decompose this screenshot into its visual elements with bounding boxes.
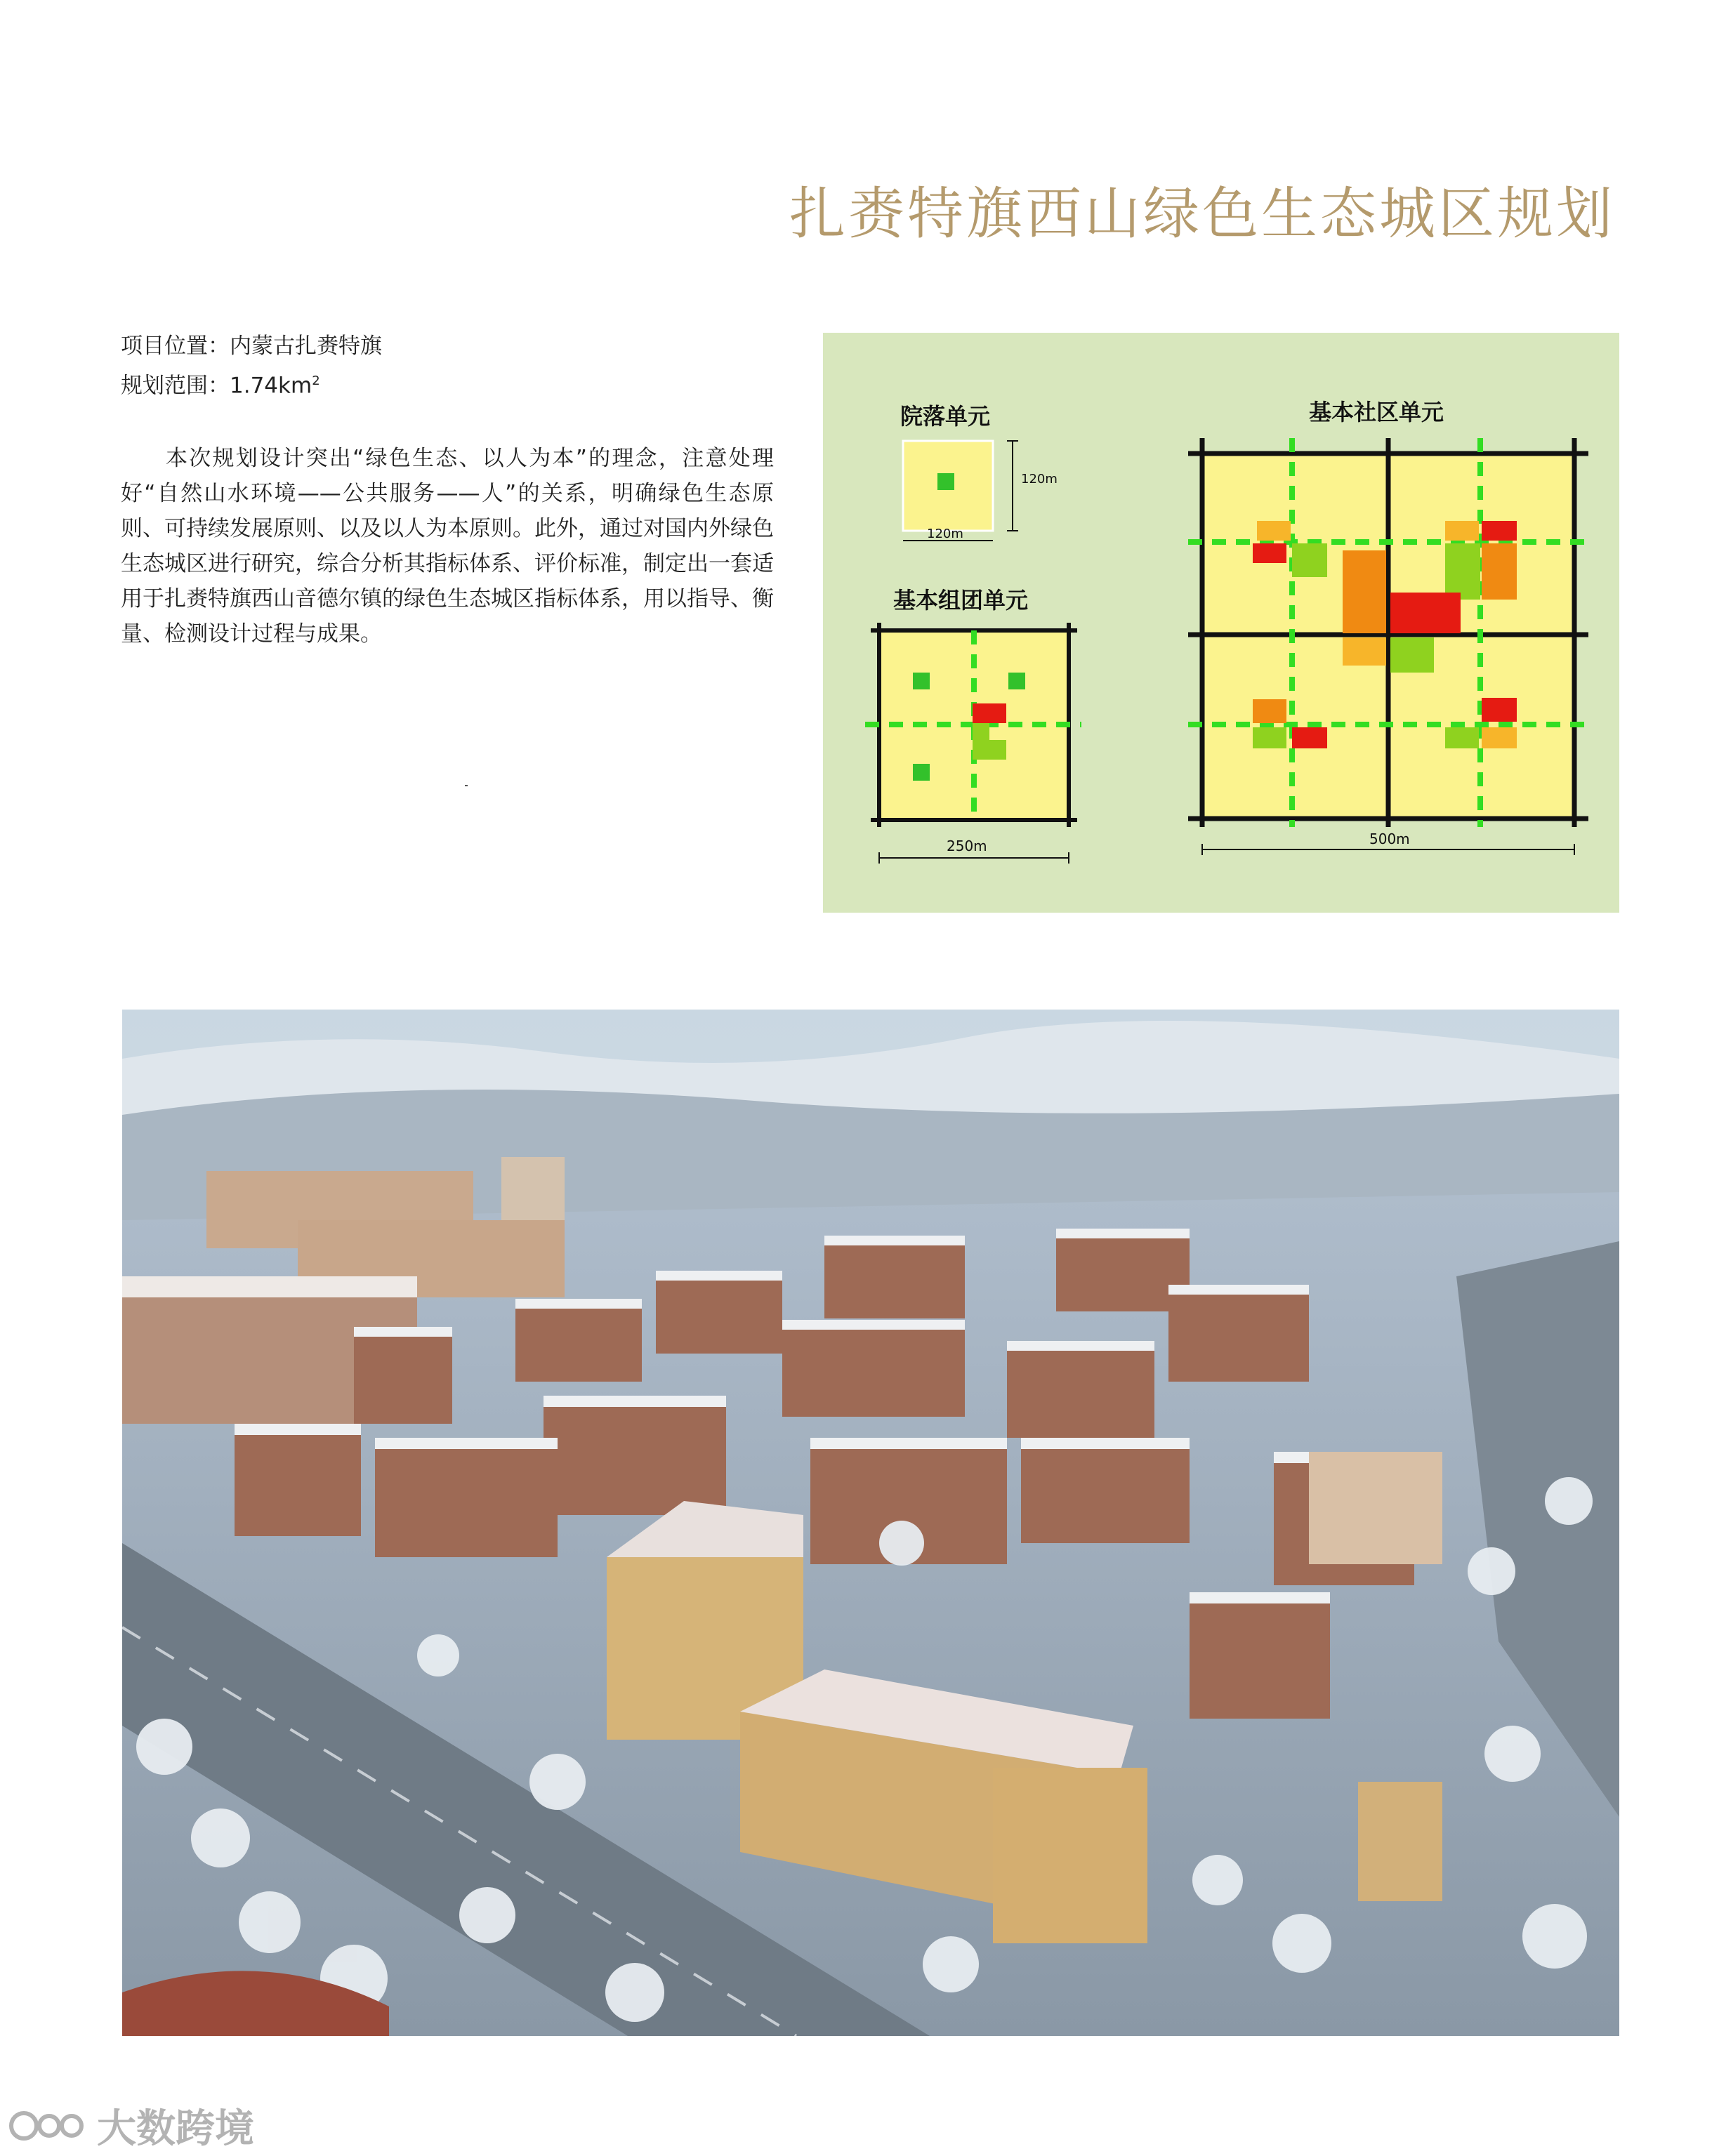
community-unit-label: 基本社区单元 [1309, 399, 1444, 425]
courtyard-width-label: 120m [927, 527, 963, 541]
planning-unit-diagram [823, 333, 1619, 913]
watermark-logo-icon [8, 2105, 86, 2147]
project-description: 本次规划设计突出“绿色生态、以人为本”的理念，注意处理好“自然山水环境——公共服务——人”的关系，明确绿色生态原则、可持续发展原则、以及以人为本原则。此外，通过对国内外绿色生态城区进行研究，综合分析其指标体系、评价标准，制定出一套适用于扎赉特旗西山音德尔镇的绿色生态城区指标体系，用以指导、衡量、检测设计过程与成果。 [121, 446, 774, 647]
aerial-rendering-image [122, 1010, 1619, 2036]
stray-dot [465, 785, 468, 786]
planning-unit-svg [823, 333, 1619, 913]
community-width-label: 500m [1369, 831, 1410, 847]
courtyard-unit-label: 院落单元 [900, 403, 991, 430]
cluster-width-label: 250m [947, 838, 987, 854]
aerial-rendering-svg [122, 1010, 1619, 2036]
project-scope-text: 规划范围：1.74km [121, 373, 312, 399]
community-unit-grid [1188, 438, 1588, 827]
cluster-unit-label: 基本组团单元 [893, 587, 1029, 614]
cluster-center-red [973, 703, 1006, 723]
project-scope [121, 364, 382, 403]
courtyard-green [937, 473, 954, 490]
page-title: 扎赉特旗西山绿色生态城区规划 [789, 181, 1615, 246]
community-center-orange [1343, 550, 1386, 633]
courtyard-height-label: 120m [1021, 472, 1058, 487]
watermark-text: 大数跨境 [97, 2106, 254, 2152]
project-location: 项目位置：内蒙古扎赉特旗 [121, 333, 382, 359]
project-meta [121, 329, 382, 403]
watermark [8, 2098, 254, 2154]
community-center-red [1390, 593, 1461, 633]
cluster-unit-grid [865, 623, 1081, 827]
project-scope-superscript: 2 [312, 373, 320, 388]
